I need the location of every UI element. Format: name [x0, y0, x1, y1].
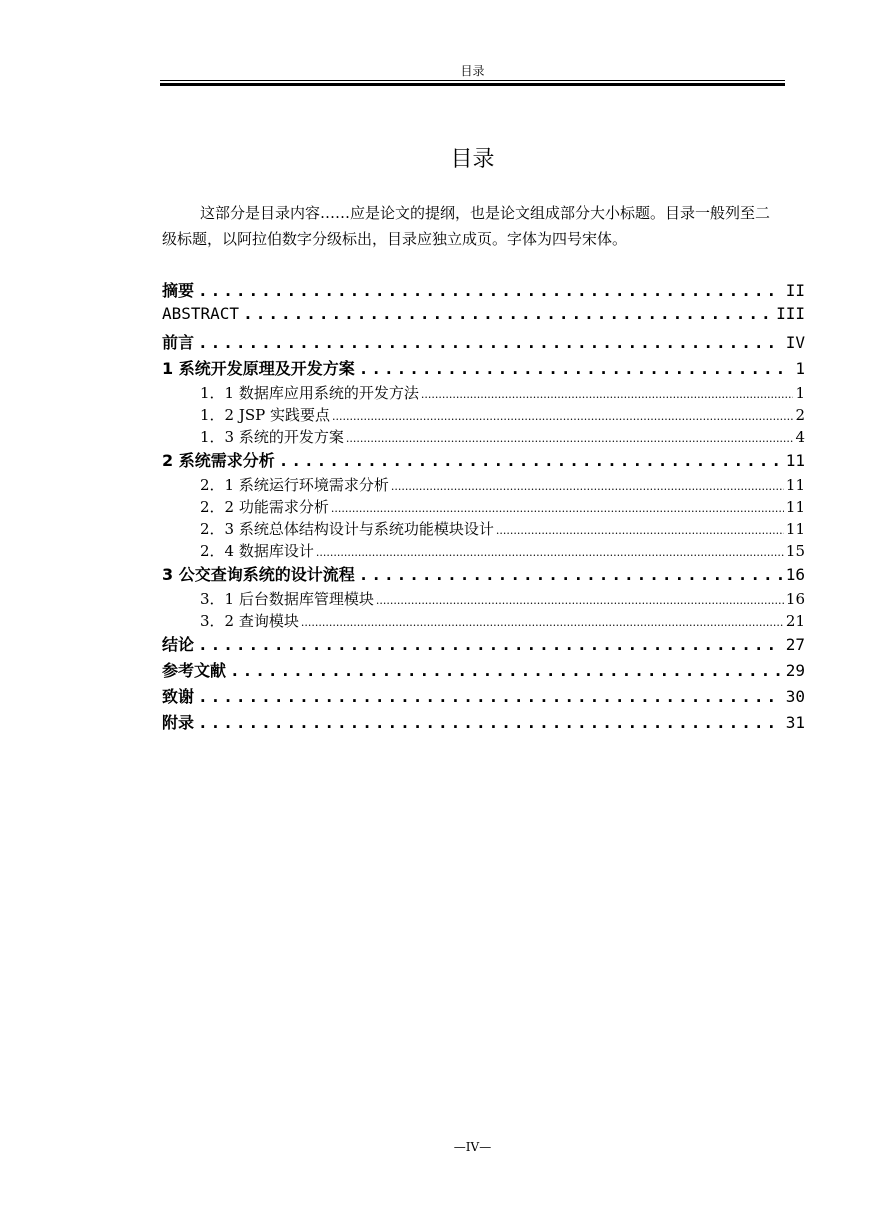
toc-leader — [316, 546, 784, 559]
toc-entry-appendix[interactable] — [162, 710, 805, 736]
toc-entry-page: 29 — [785, 661, 805, 680]
table-of-contents — [162, 278, 805, 736]
toc-entry-label: 附录 — [162, 713, 195, 732]
toc-entry-section-1-3[interactable] — [162, 426, 805, 448]
toc-entry-page: 11 — [785, 476, 805, 494]
toc-leader — [301, 616, 784, 629]
toc-entry-page: 2 — [795, 406, 805, 424]
toc-entry-section-2-1[interactable] — [162, 474, 805, 496]
toc-entry-page: 11 — [785, 451, 805, 470]
toc-entry-page: 21 — [785, 612, 805, 630]
toc-entry-page: 16 — [785, 565, 805, 584]
toc-entry-page: 15 — [785, 542, 805, 560]
page-title: 目录 — [450, 147, 495, 172]
toc-leader — [331, 502, 784, 515]
toc-leader — [346, 432, 794, 445]
toc-entry-label: 1 系统开发原理及开发方案 — [162, 359, 355, 378]
toc-entry-label: 结论 — [162, 635, 195, 654]
toc-entry-label: 3 公交查询系统的设计流程 — [162, 565, 355, 584]
toc-entry-label: 2．2 功能需求分析 — [200, 498, 329, 516]
intro-text: 这部分是目录内容……应是论文的提纲，也是论文组成部分大小标题。目录一般列至二级标题，以阿拉伯数字分级标出，目录应独立成页。字体为四号宋体。 — [162, 204, 771, 248]
toc-entry-label: 前言 — [162, 333, 195, 352]
toc-entry-label: 1．3 系统的开发方案 — [200, 428, 344, 446]
toc-entry-section-1-2[interactable] — [162, 404, 805, 426]
toc-leader — [359, 359, 792, 378]
toc-entry-page: 1 — [795, 384, 805, 402]
toc-entry-page: 4 — [795, 428, 805, 446]
toc-entry-page: 27 — [785, 635, 805, 654]
toc-leader — [279, 451, 782, 470]
toc-leader — [359, 565, 782, 584]
toc-entry-section-2-2[interactable] — [162, 496, 805, 518]
toc-entry-label: 3．2 查询模块 — [200, 612, 299, 630]
toc-entry-section-2-3[interactable] — [162, 518, 805, 540]
toc-entry-conclusion[interactable] — [162, 632, 805, 658]
toc-leader — [198, 281, 782, 300]
toc-leader — [198, 333, 782, 352]
toc-entry-page: 11 — [785, 520, 805, 538]
toc-leader — [332, 410, 793, 423]
toc-entry-label: 2．4 数据库设计 — [200, 542, 314, 560]
toc-entry-page: II — [785, 281, 805, 300]
toc-entry-acknowledgements[interactable] — [162, 684, 805, 710]
toc-entry-chapter-1[interactable] — [162, 356, 805, 382]
toc-entry-section-3-2[interactable] — [162, 610, 805, 632]
toc-entry-page: 30 — [785, 687, 805, 706]
toc-leader — [198, 635, 782, 654]
toc-leader — [376, 594, 784, 607]
toc-entry-abstract-cn[interactable] — [162, 278, 805, 304]
toc-entry-section-1-1[interactable] — [162, 382, 805, 404]
toc-entry-page: IV — [785, 333, 805, 352]
page-number: —IV— — [453, 1140, 492, 1154]
toc-leader — [198, 713, 782, 732]
toc-entry-references[interactable] — [162, 658, 805, 684]
toc-entry-page: 31 — [785, 713, 805, 732]
toc-leader — [198, 687, 782, 706]
toc-leader — [243, 304, 772, 323]
toc-entry-label: 3．1 后台数据库管理模块 — [200, 590, 374, 608]
toc-entry-label: 参考文献 — [162, 661, 227, 680]
toc-entry-section-3-1[interactable] — [162, 588, 805, 610]
toc-leader — [391, 480, 784, 493]
toc-entry-label: 2．3 系统总体结构设计与系统功能模块设计 — [200, 520, 494, 538]
toc-entry-abstract-en[interactable] — [162, 304, 805, 330]
toc-leader — [421, 388, 794, 401]
toc-entry-label: 致谢 — [162, 687, 195, 706]
toc-entry-label: 摘要 — [162, 281, 195, 300]
toc-entry-label: 1．2 JSP 实践要点 — [200, 406, 331, 424]
toc-entry-preface[interactable] — [162, 330, 805, 356]
toc-entry-page: 11 — [785, 498, 805, 516]
toc-entry-label: 2 系统需求分析 — [162, 451, 275, 470]
toc-entry-page: III — [776, 304, 805, 323]
intro-paragraph — [162, 200, 782, 252]
toc-entry-label: 1．1 数据库应用系统的开发方法 — [200, 384, 419, 402]
header-rule — [160, 80, 785, 86]
toc-entry-label: 2．1 系统运行环境需求分析 — [200, 476, 389, 494]
toc-entry-label: ABSTRACT — [162, 304, 240, 323]
toc-entry-section-2-4[interactable] — [162, 540, 805, 562]
toc-leader — [496, 524, 784, 537]
toc-entry-page: 16 — [785, 590, 805, 608]
running-header: 目录 — [460, 64, 485, 78]
toc-entry-chapter-3[interactable] — [162, 562, 805, 588]
toc-entry-chapter-2[interactable] — [162, 448, 805, 474]
toc-entry-page: 1 — [795, 359, 805, 378]
toc-leader — [230, 661, 782, 680]
